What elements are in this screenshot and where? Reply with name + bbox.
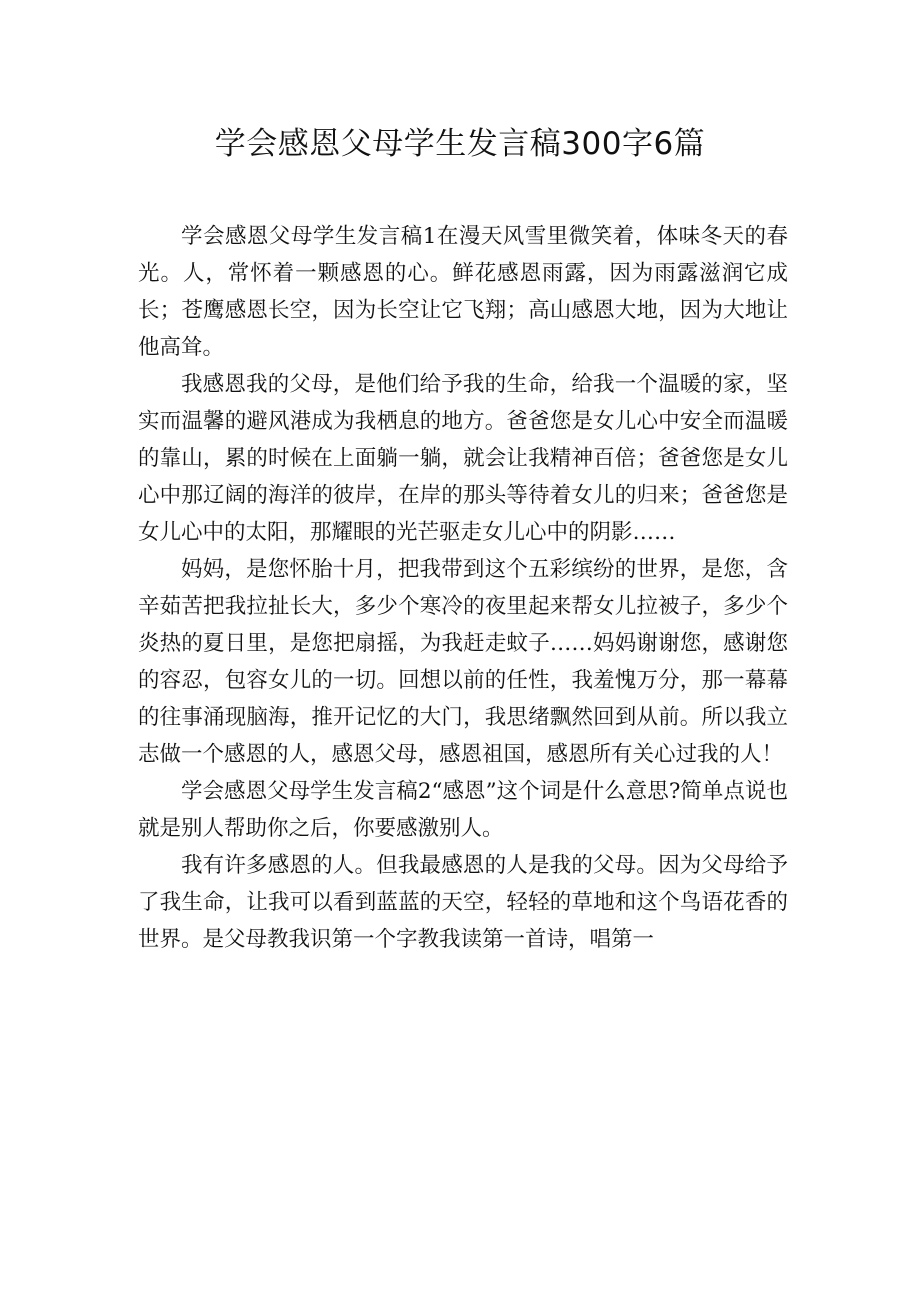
paragraph-5: 我有许多感恩的人。但我最感恩的人是我的父母。因为父母给予了我生命，让我可以看到蓝蓝的天空，轻轻的草地和这个鸟语花香的世界。是父母教我识第一个字教我读第一首诗，唱第一 <box>138 853 788 952</box>
paragraph-4: 学会感恩父母学生发言稿2“感恩”这个词是什么意思?简单点说也就是别人帮助你之后，你要感激别人。 <box>138 779 788 841</box>
paragraph-1: 学会感恩父母学生发言稿1在漫天风雪里微笑着，体味冬天的春光。人，常怀着一颗感恩的心。鲜花感恩雨露，因为雨露滋润它成长；苍鹰感恩长空，因为长空让它飞翔；高山感恩大地，因为大地让他高耸。 <box>138 224 788 360</box>
document-body <box>138 218 788 958</box>
document-title: 学会感恩父母学生发言稿300字6篇 <box>214 126 706 162</box>
paragraph-3: 妈妈，是您怀胎十月，把我带到这个五彩缤纷的世界，是您，含辛茹苦把我拉扯长大，多少个寒冷的夜里起来帮女儿拉被子，多少个炎热的夏日里，是您把扇摇，为我赶走蚊子……妈妈谢谢您，感谢您的容忍，包容女儿的一切。回想以前的任性，我羞愧万分，那一幕幕的往事涌现脑海，推开记忆的大门，我思绪飘然回到从前。所以我立志做一个感恩的人，感恩父母，感恩祖国，感恩所有关心过我的人！ <box>138 557 788 767</box>
paragraph-2: 我感恩我的父母，是他们给予我的生命，给我一个温暖的家，坚实而温馨的避风港成为我栖息的地方。爸爸您是女儿心中安全而温暖的靠山，累的时候在上面躺一躺，就会让我精神百倍；爸爸您是女儿心中那辽阔的海洋的彼岸，在岸的那头等待着女儿的归来；爸爸您是女儿心中的太阳，那耀眼的光芒驱走女儿心中的阴影…… <box>138 372 788 545</box>
